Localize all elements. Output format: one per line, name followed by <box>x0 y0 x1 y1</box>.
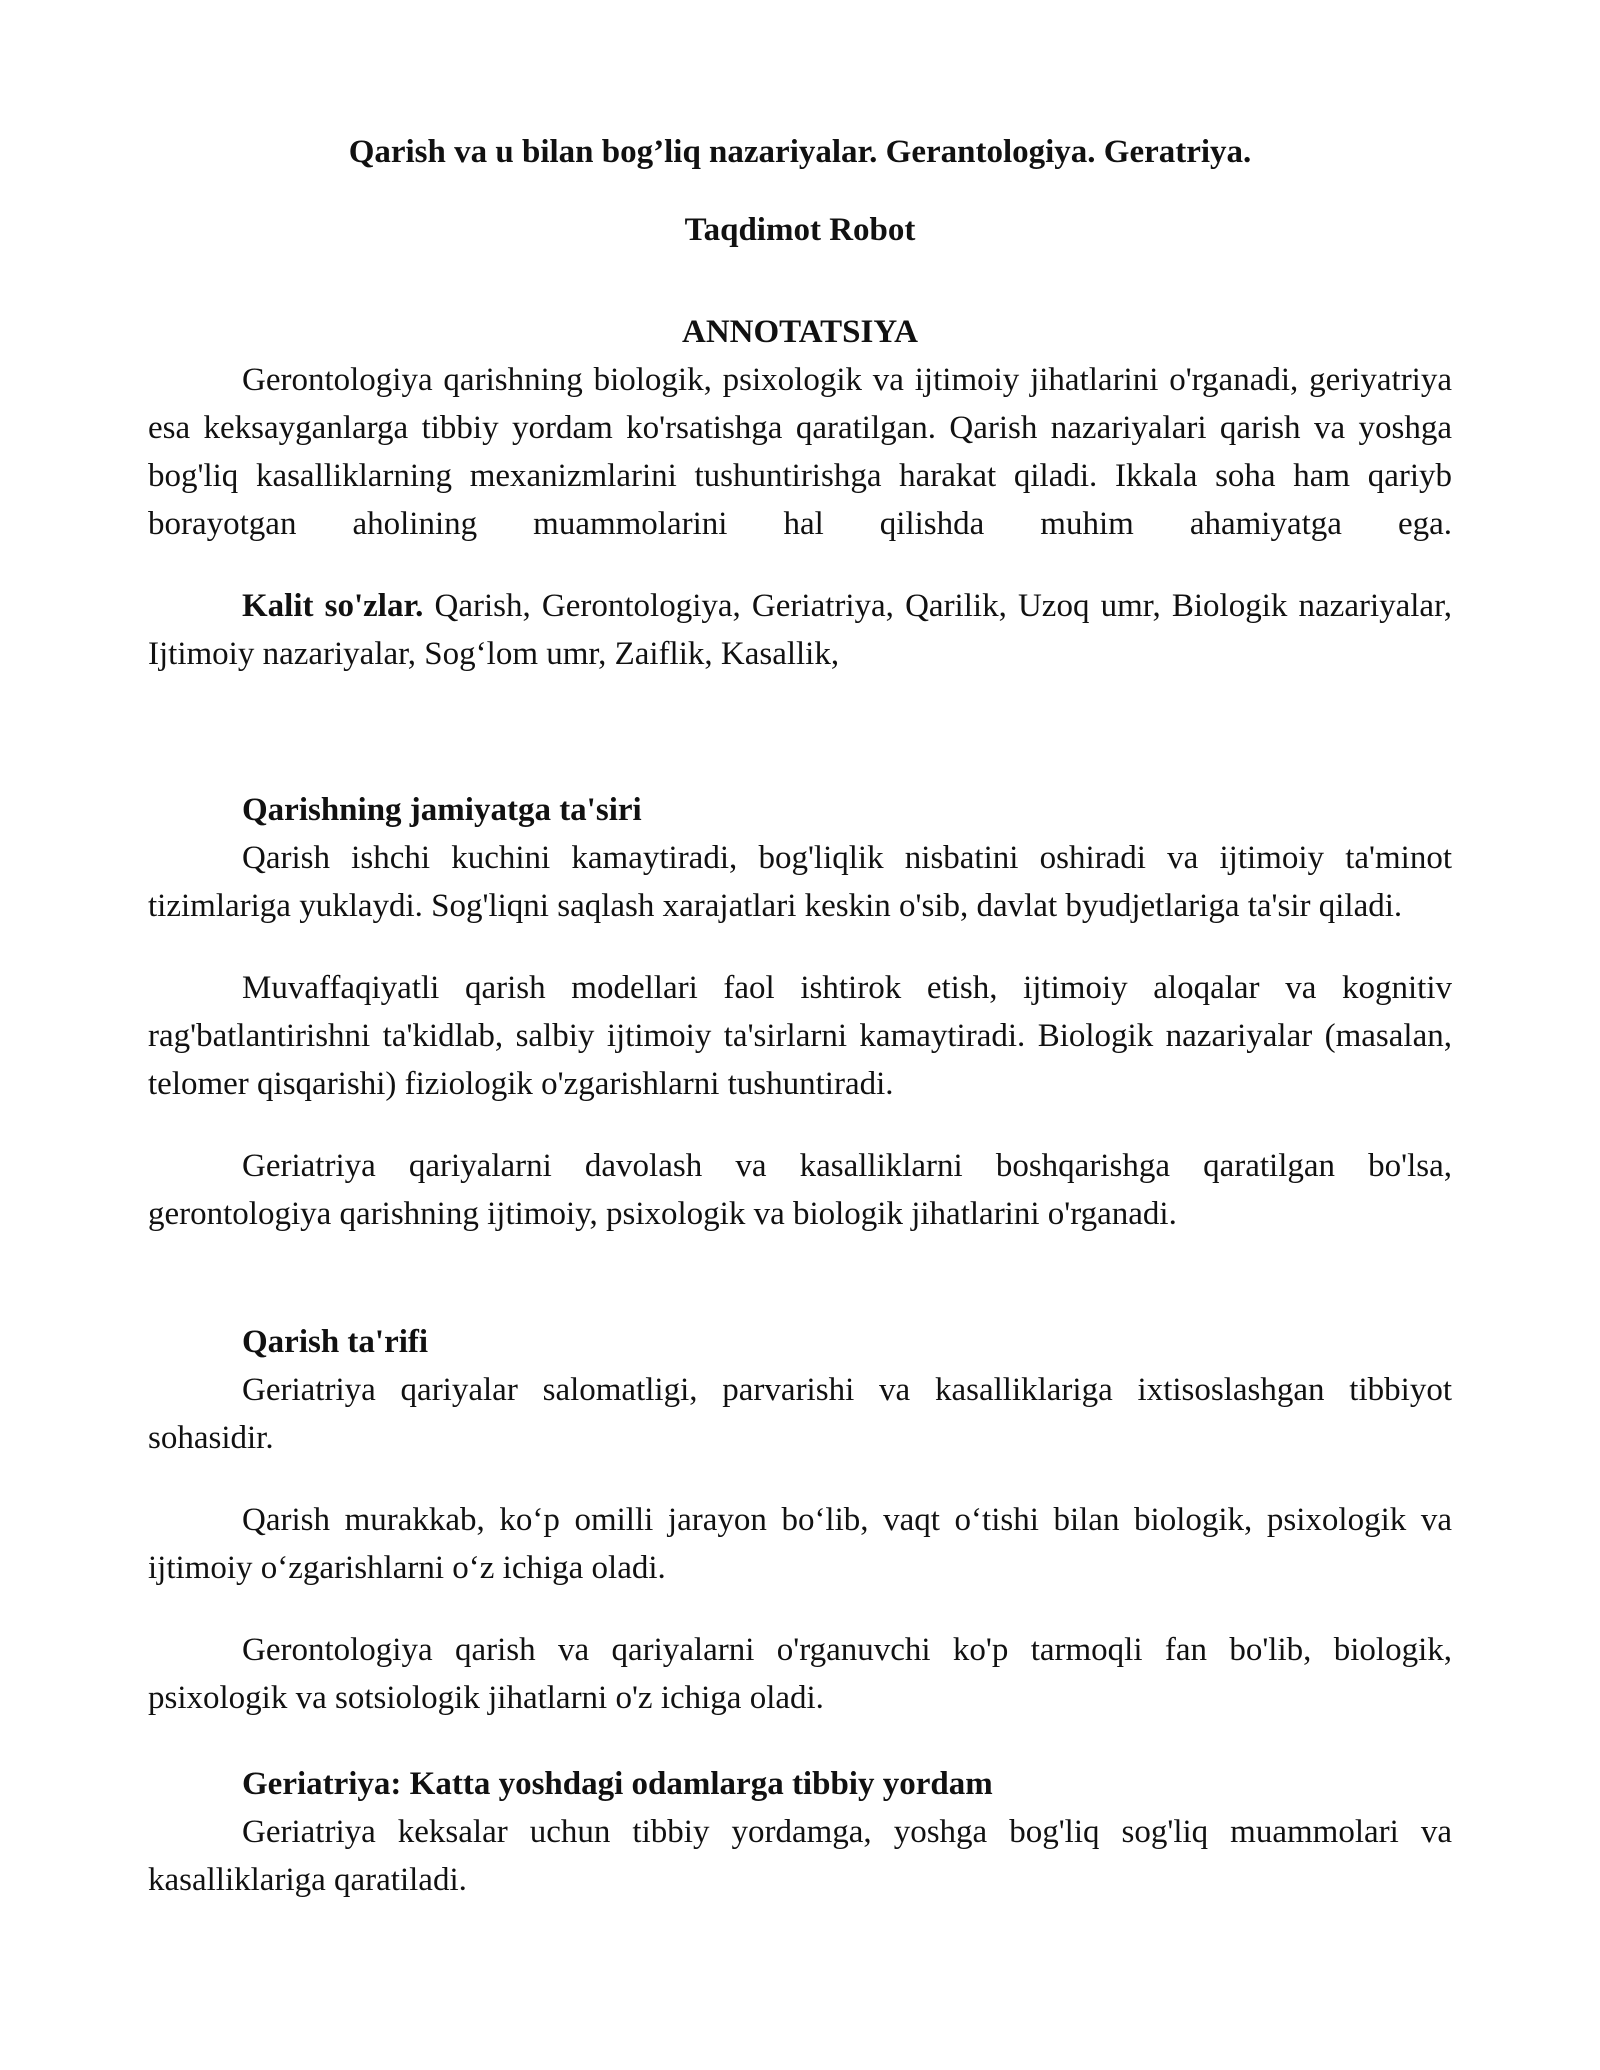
section-heading-impact: Qarishning jamiyatga ta'siri <box>242 792 642 828</box>
document-title: Qarish va u bilan bog’liq nazariyalar. Gerantologiya. Geratriya. <box>348 134 1252 170</box>
section-paragraph: Geriatriya keksalar uchun tibbiy yordamga, yoshga bog'liq sog'liq muammolari va kasalliklariga qaratiladi. <box>148 1814 1452 1898</box>
keywords-label: Kalit so'zlar. <box>242 588 424 624</box>
section-paragraph: Qarish murakkab, ko‘p omilli jarayon bo‘lib, vaqt o‘tishi bilan biologik, psixologik va ijtimoiy o‘zgarishlarni o‘z ichiga oladi. <box>148 1502 1452 1586</box>
section-paragraph: Muvaffaqiyatli qarish modellari faol ishtirok etish, ijtimoiy aloqalar va kognitiv rag'batlantirishni ta'kidlab, salbiy ijtimoiy ta'sirlarni kamaytiradi. Biologik nazariyalar (masalan, telomer qisqarishi) fiziologik o'zgarishlarni tushuntiradi. <box>148 970 1452 1102</box>
section-paragraph: Geriatriya qariyalar salomatligi, parvarishi va kasalliklariga ixtisoslashgan tibbiyot sohasidir. <box>148 1372 1452 1456</box>
keywords-paragraph <box>148 582 1452 678</box>
keywords-text: Qarish, Gerontologiya, Geriatriya, Qarilik, Uzoq umr, Biologik nazariyalar, Ijtimoiy nazariyalar, Sog‘lom umr, Zaiflik, Kasallik, <box>148 588 1452 672</box>
document-author: Taqdimot Robot <box>684 212 916 248</box>
annotation-heading: ANNOTATSIYA <box>682 314 918 350</box>
document-page <box>148 128 1452 1904</box>
section-paragraph: Gerontologiya qarish va qariyalarni o'rganuvchi ko'p tarmoqli fan bo'lib, biologik, psixologik va sotsiologik jihatlarni o'z ichiga oladi. <box>148 1632 1452 1716</box>
annotation-paragraph: Gerontologiya qarishning biologik, psixologik va ijtimoiy jihatlarini o'rganadi, geriyatriya esa keksayganlarga tibbiy yordam ko'rsatishga qaratilgan. Qarish nazariyalari qarish va yoshga bog'liq kasalliklarning mexanizmlarini tushuntirishga harakat qiladi. Ikkala soha ham qariyb borayotgan aholining muammolarini hal qilishda muhim ahamiyatga ega. <box>148 362 1452 542</box>
section-heading-definition: Qarish ta'rifi <box>242 1324 429 1360</box>
section-heading-geriatrics: Geriatriya: Katta yoshdagi odamlarga tibbiy yordam <box>242 1766 993 1802</box>
section-paragraph: Geriatriya qariyalarni davolash va kasalliklarni boshqarishga qaratilgan bo'lsa, gerontologiya qarishning ijtimoiy, psixologik va biologik jihatlarini o'rganadi. <box>148 1148 1452 1232</box>
section-paragraph: Qarish ishchi kuchini kamaytiradi, bog'liqlik nisbatini oshiradi va ijtimoiy ta'minot tizimlariga yuklaydi. Sog'liqni saqlash xarajatlari keskin o'sib, davlat byudjetlariga ta'sir qiladi. <box>148 840 1452 924</box>
